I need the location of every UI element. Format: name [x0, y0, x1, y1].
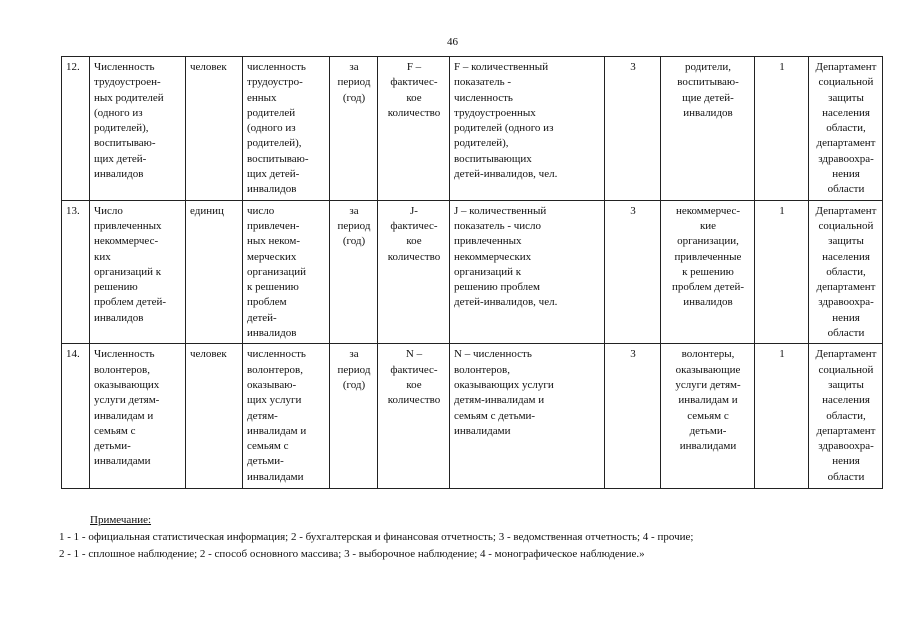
calculation-formula: J – количественный показатель - число привлеченных некоммерческих организаций к решению проблем детей-инвалидов, чел. — [450, 200, 605, 344]
unit-of-measure: человек — [186, 344, 243, 489]
collection-method: 3 — [605, 200, 661, 344]
observation-population: некоммерчес- кие организации, привлеченные к решению проблем детей- инвалидов — [661, 200, 755, 344]
table-row — [62, 344, 883, 489]
table-row — [62, 57, 883, 201]
responsible-body: Департамент социальной защиты населения области, департамент здравоохра- нения области — [809, 57, 883, 201]
row-number: 13. — [62, 200, 90, 344]
indicator-definition: численность трудоустро- енных родителей (одного из родителей), воспитываю- щих детей- инвалидов — [243, 57, 330, 201]
base-indicator: J- фактичес- кое количество — [378, 200, 450, 344]
collection-method: 3 — [605, 57, 661, 201]
observation-method: 1 — [755, 57, 809, 201]
calculation-formula: N – численность волонтеров, оказывающих услуги детям-инвалидам и семьям с детьми- инвалидами — [450, 344, 605, 489]
note-line-methods: 2 - 1 - сплошное наблюдение; 2 - способ основного массива; 3 - выборочное наблюдение; 4 - монографическое наблюдение.» — [59, 548, 645, 560]
unit-of-measure: человек — [186, 57, 243, 201]
responsible-body: Департамент социальной защиты населения области, департамент здравоохра- нения области — [809, 344, 883, 489]
indicators-table — [61, 56, 883, 489]
observation-method: 1 — [755, 200, 809, 344]
base-indicator: F – фактичес- кое количество — [378, 57, 450, 201]
responsible-body: Департамент социальной защиты населения области, департамент здравоохра- нения области — [809, 200, 883, 344]
page-number: 46 — [447, 36, 458, 48]
time-period: за период (год) — [330, 57, 378, 201]
indicator-name: Численность волонтеров, оказывающих услуги детям- инвалидам и семьям с детьми- инвалидами — [90, 344, 186, 489]
collection-method: 3 — [605, 344, 661, 489]
calculation-formula: F – количественный показатель - численность трудоустроенных родителей (одного из родителей), воспитывающих детей-инвалидов, чел. — [450, 57, 605, 201]
indicator-definition: численность волонтеров, оказываю- щих услуги детям- инвалидам и семьям с детьми- инвалидами — [243, 344, 330, 489]
time-period: за период (год) — [330, 344, 378, 489]
indicator-definition: число привлечен- ных неком- мерческих организаций к решению проблем детей- инвалидов — [243, 200, 330, 344]
observation-population: волонтеры, оказывающие услуги детям- инвалидам и семьям с детьми- инвалидами — [661, 344, 755, 489]
time-period: за период (год) — [330, 200, 378, 344]
observation-population: родители, воспитываю- щие детей- инвалидов — [661, 57, 755, 201]
row-number: 14. — [62, 344, 90, 489]
row-number: 12. — [62, 57, 90, 201]
observation-method: 1 — [755, 344, 809, 489]
notes-section — [59, 512, 693, 563]
indicator-name: Число привлеченных некоммерчес- ких организаций к решению проблем детей- инвалидов — [90, 200, 186, 344]
table-row — [62, 200, 883, 344]
notes-title: Примечание: — [90, 514, 152, 526]
unit-of-measure: единиц — [186, 200, 243, 344]
indicator-name: Численность трудоустроен- ных родителей (одного из родителей), воспитываю- щих детей- инвалидов — [90, 57, 186, 201]
base-indicator: N – фактичес- кое количество — [378, 344, 450, 489]
note-line-sources: 1 - 1 - официальная статистическая информация; 2 - бухгалтерская и финансовая отчетность; 3 - ведомственная отчетность; 4 - прочие; — [59, 531, 694, 543]
